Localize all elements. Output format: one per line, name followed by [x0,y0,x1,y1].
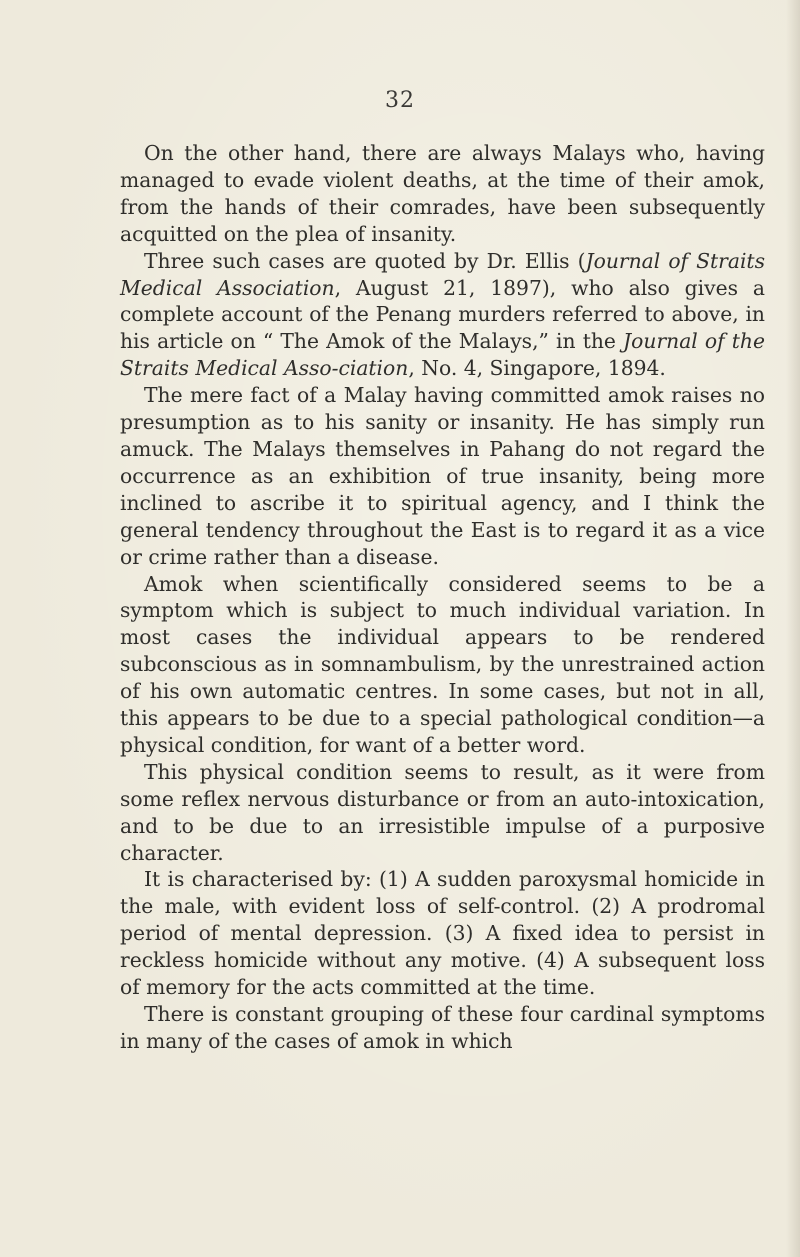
page-number: 32 [385,88,415,113]
paragraph-6 [120,866,765,1001]
paragraph-4 [120,571,765,759]
text-segment: Three such cases are quoted by Dr. Ellis ( [144,248,586,273]
text-segment: There is constant grouping of these four cardinal symptoms in many of the cases of amok in which [120,1002,765,1053]
text-segment: On the other hand, there are always Malays who, having managed to evade violent deaths, at the time of their amok, from the hands of their comrades, have been subsequently acquitted on the plea of insanity. [120,141,765,246]
paragraph-3 [120,382,765,570]
paragraph-2 [120,248,765,383]
text-segment: It is characterised by: (1) A sudden paroxysmal homicide in the male, with evident loss of self-control. (2) A prodromal period of mental depression. (3) A fixed idea to persist in reckless homicide without any motive. (4) A subsequent loss of memory for the acts committed at the time. [120,867,765,1000]
journal-title-italic: Journal of Straits Medical Association [120,248,765,300]
page-edge-shadow [786,0,800,1257]
text-segment: , No. 4, Singapore, 1894. [408,356,666,381]
text-segment: , August 21, 1897), who also gives a complete account of the Penang murders referred to above, in his article on “ The Amok of the Malays,” in the [120,275,765,354]
paragraph-7 [120,1001,765,1055]
paragraph-1 [120,140,765,248]
text-segment: The mere fact of a Malay having committed amok raises no presumption as to his sanity or insanity. He has simply run amuck. The Malays themselves in Pahang do not regard the occurrence as an exhibition of true insanity, being more inclined to ascribe it to spiritual agency, and I think the general tendency throughout the East is to regard it as a vice or crime rather than a disease. [120,383,765,569]
paragraph-5 [120,759,765,867]
text-segment: This physical condition seems to result, as it were from some reflex nervous disturbance or from an auto-intoxication, and to be due to an irresistible impulse of a purposive character. [120,759,765,865]
journal-title-italic: Journal of the Straits Medical Asso-ciation [120,329,765,381]
text-segment: Amok when scientifically considered seems to be a symptom which is subject to much individual variation. In most cases the individual appears to be rendered subconscious as in somnambulism, by the unrestrained action of his own automatic centres. In some cases, but not in all, this appears to be due to a special pathological condition—a physical condition, for want of a better word. [120,571,765,757]
body-text [120,140,765,1055]
